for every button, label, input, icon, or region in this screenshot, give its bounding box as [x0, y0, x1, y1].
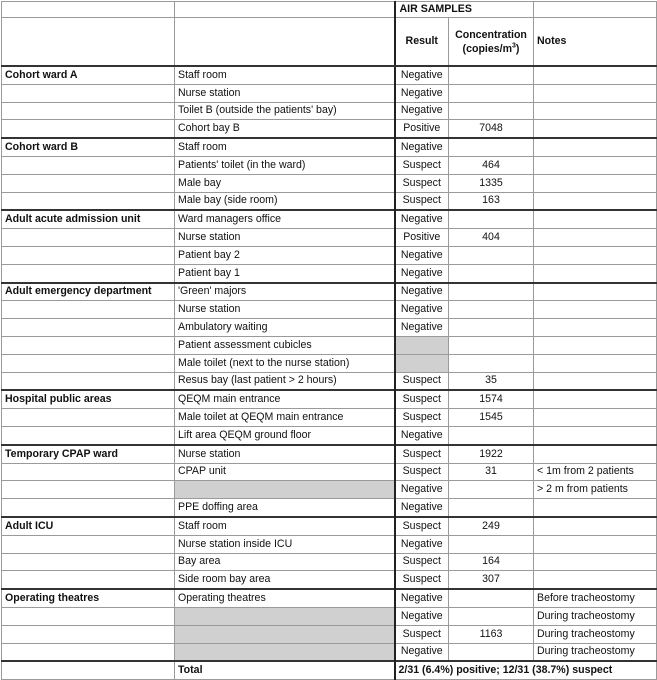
header-row-2 — [2, 18, 657, 67]
concentration-cell — [449, 246, 534, 264]
location-cell: Nurse station — [175, 301, 395, 319]
table-row — [2, 354, 657, 372]
location-cell: Staff room — [175, 138, 395, 156]
table-body — [2, 66, 657, 661]
total-summary: 2/31 (6.4%) positive; 12/31 (38.7%) suspect — [395, 661, 657, 679]
location-cell: Lift area QEQM ground floor — [175, 426, 395, 444]
location-cell: Bay area — [175, 553, 395, 571]
location-cell: Staff room — [175, 66, 395, 84]
table-row — [2, 120, 657, 138]
area-cell: Cohort ward A — [2, 66, 175, 84]
concentration-cell — [449, 481, 534, 499]
result-cell: Negative — [395, 84, 449, 102]
concentration-cell — [449, 84, 534, 102]
area-cell — [2, 102, 175, 120]
area-cell — [2, 120, 175, 138]
notes-cell: During tracheostomy — [534, 643, 657, 661]
result-cell: Negative — [395, 607, 449, 625]
concentration-header-line2: (copies/m — [462, 42, 512, 55]
result-cell: Suspect — [395, 390, 449, 408]
area-cell: Operating theatres — [2, 589, 175, 607]
table-row — [2, 66, 657, 84]
location-cell: Cohort bay B — [175, 120, 395, 138]
result-cell: Negative — [395, 643, 449, 661]
location-cell: Male toilet at QEQM main entrance — [175, 409, 395, 427]
table-row — [2, 463, 657, 481]
concentration-cell: 1335 — [449, 174, 534, 192]
result-cell: Suspect — [395, 625, 449, 643]
notes-cell: During tracheostomy — [534, 607, 657, 625]
location-cell: Nurse station — [175, 445, 395, 463]
notes-cell — [534, 372, 657, 390]
concentration-cell — [449, 426, 534, 444]
location-cell: Resus bay (last patient > 2 hours) — [175, 372, 395, 390]
result-cell: Negative — [395, 426, 449, 444]
area-cell — [2, 643, 175, 661]
result-cell: Negative — [395, 319, 449, 337]
area-cell — [2, 553, 175, 571]
table-row — [2, 84, 657, 102]
table-row — [2, 445, 657, 463]
result-cell: Negative — [395, 138, 449, 156]
notes-cell — [534, 390, 657, 408]
area-cell — [2, 246, 175, 264]
result-cell: Negative — [395, 66, 449, 84]
area-cell — [2, 481, 175, 499]
header-blank-location — [175, 2, 395, 18]
notes-cell — [534, 445, 657, 463]
notes-cell — [534, 192, 657, 210]
location-cell: 'Green' majors — [175, 283, 395, 301]
notes-cell — [534, 102, 657, 120]
area-cell — [2, 84, 175, 102]
concentration-cell — [449, 66, 534, 84]
table-row — [2, 264, 657, 282]
result-cell: Suspect — [395, 192, 449, 210]
concentration-cell: 404 — [449, 229, 534, 247]
location-cell — [175, 643, 395, 661]
location-cell: Operating theatres — [175, 589, 395, 607]
area-cell — [2, 625, 175, 643]
table-row — [2, 301, 657, 319]
table-row — [2, 174, 657, 192]
result-cell: Negative — [395, 264, 449, 282]
notes-cell — [534, 283, 657, 301]
location-cell: Male bay — [175, 174, 395, 192]
result-cell: Negative — [395, 535, 449, 553]
header-blank-location-2 — [175, 18, 395, 67]
area-cell — [2, 174, 175, 192]
location-cell — [175, 481, 395, 499]
notes-cell — [534, 517, 657, 535]
area-cell — [2, 156, 175, 174]
result-column-header: Result — [395, 18, 449, 67]
header-blank-notes — [534, 2, 657, 18]
concentration-cell — [449, 301, 534, 319]
result-cell: Positive — [395, 229, 449, 247]
location-cell: Male bay (side room) — [175, 192, 395, 210]
area-cell — [2, 571, 175, 589]
concentration-cell: 307 — [449, 571, 534, 589]
area-cell — [2, 426, 175, 444]
area-cell — [2, 463, 175, 481]
concentration-cell: 164 — [449, 553, 534, 571]
concentration-cell: 1574 — [449, 390, 534, 408]
result-cell: Suspect — [395, 174, 449, 192]
table-row — [2, 138, 657, 156]
notes-cell — [534, 319, 657, 337]
air-samples-table — [1, 1, 657, 680]
concentration-cell — [449, 283, 534, 301]
total-label: Total — [175, 661, 395, 679]
concentration-cell — [449, 102, 534, 120]
location-cell: Nurse station — [175, 229, 395, 247]
result-cell: Negative — [395, 246, 449, 264]
table-row — [2, 481, 657, 499]
result-cell: Suspect — [395, 517, 449, 535]
concentration-cell: 464 — [449, 156, 534, 174]
concentration-header-close: ) — [515, 42, 520, 55]
area-cell: Hospital public areas — [2, 390, 175, 408]
header-blank-area — [2, 2, 175, 18]
result-cell: Suspect — [395, 445, 449, 463]
concentration-cell: 1545 — [449, 409, 534, 427]
concentration-cell: 1922 — [449, 445, 534, 463]
location-cell: Nurse station inside ICU — [175, 535, 395, 553]
header-blank-area-2 — [2, 18, 175, 67]
area-cell — [2, 229, 175, 247]
location-cell: CPAP unit — [175, 463, 395, 481]
location-cell: QEQM main entrance — [175, 390, 395, 408]
location-cell: Patient bay 1 — [175, 264, 395, 282]
table-row — [2, 229, 657, 247]
result-cell: Negative — [395, 102, 449, 120]
notes-cell — [534, 499, 657, 517]
concentration-cell — [449, 499, 534, 517]
location-cell: Patients' toilet (in the ward) — [175, 156, 395, 174]
result-cell: Suspect — [395, 571, 449, 589]
concentration-header-exponent: 3 — [512, 41, 516, 49]
location-cell: Nurse station — [175, 84, 395, 102]
concentration-cell — [449, 607, 534, 625]
notes-cell — [534, 120, 657, 138]
table-row — [2, 192, 657, 210]
result-cell: Suspect — [395, 553, 449, 571]
result-cell: Suspect — [395, 409, 449, 427]
area-cell — [2, 607, 175, 625]
table-row — [2, 607, 657, 625]
notes-cell — [534, 535, 657, 553]
location-cell: Patient bay 2 — [175, 246, 395, 264]
location-cell: PPE doffing area — [175, 499, 395, 517]
result-cell: Negative — [395, 301, 449, 319]
result-cell: Suspect — [395, 372, 449, 390]
concentration-cell: 31 — [449, 463, 534, 481]
area-cell: Adult ICU — [2, 517, 175, 535]
table-row — [2, 625, 657, 643]
table-row — [2, 517, 657, 535]
table-row — [2, 499, 657, 517]
concentration-cell — [449, 138, 534, 156]
concentration-column-header — [449, 18, 534, 67]
area-cell — [2, 336, 175, 354]
notes-cell — [534, 229, 657, 247]
table-row — [2, 589, 657, 607]
concentration-cell — [449, 264, 534, 282]
notes-cell — [534, 301, 657, 319]
location-cell: Ward managers office — [175, 210, 395, 228]
concentration-cell — [449, 589, 534, 607]
concentration-cell — [449, 643, 534, 661]
notes-cell — [534, 138, 657, 156]
table-row — [2, 246, 657, 264]
table-row — [2, 372, 657, 390]
notes-cell — [534, 156, 657, 174]
area-cell: Adult emergency department — [2, 283, 175, 301]
concentration-header-line1: Concentration — [455, 28, 527, 41]
table-row — [2, 102, 657, 120]
concentration-cell — [449, 535, 534, 553]
concentration-cell: 249 — [449, 517, 534, 535]
area-cell — [2, 409, 175, 427]
area-cell: Temporary CPAP ward — [2, 445, 175, 463]
concentration-cell — [449, 210, 534, 228]
notes-cell: > 2 m from patients — [534, 481, 657, 499]
result-cell: Positive — [395, 120, 449, 138]
location-cell: Staff room — [175, 517, 395, 535]
concentration-cell — [449, 319, 534, 337]
area-cell — [2, 535, 175, 553]
concentration-cell: 1163 — [449, 625, 534, 643]
result-cell: Suspect — [395, 156, 449, 174]
table-row — [2, 535, 657, 553]
result-cell — [395, 354, 449, 372]
result-cell: Negative — [395, 210, 449, 228]
total-row — [2, 661, 657, 679]
table-row — [2, 283, 657, 301]
notes-column-header: Notes — [534, 18, 657, 67]
table-row — [2, 426, 657, 444]
notes-cell — [534, 553, 657, 571]
notes-cell — [534, 336, 657, 354]
area-cell: Adult acute admission unit — [2, 210, 175, 228]
concentration-cell — [449, 354, 534, 372]
notes-cell — [534, 264, 657, 282]
table-row — [2, 643, 657, 661]
air-samples-heading: AIR SAMPLES — [395, 2, 534, 18]
table-row — [2, 156, 657, 174]
concentration-cell: 163 — [449, 192, 534, 210]
area-cell — [2, 354, 175, 372]
total-area-cell — [2, 661, 175, 679]
header-row-1 — [2, 2, 657, 18]
location-cell: Male toilet (next to the nurse station) — [175, 354, 395, 372]
area-cell — [2, 319, 175, 337]
location-cell — [175, 625, 395, 643]
result-cell: Negative — [395, 481, 449, 499]
area-cell: Cohort ward B — [2, 138, 175, 156]
notes-cell — [534, 66, 657, 84]
notes-cell — [534, 174, 657, 192]
notes-cell — [534, 84, 657, 102]
concentration-cell: 7048 — [449, 120, 534, 138]
concentration-cell — [449, 336, 534, 354]
notes-cell — [534, 210, 657, 228]
notes-cell — [534, 571, 657, 589]
notes-cell: < 1m from 2 patients — [534, 463, 657, 481]
table-row — [2, 319, 657, 337]
location-cell — [175, 607, 395, 625]
area-cell — [2, 264, 175, 282]
area-cell — [2, 372, 175, 390]
notes-cell — [534, 426, 657, 444]
result-cell: Negative — [395, 499, 449, 517]
table-row — [2, 210, 657, 228]
result-cell: Negative — [395, 283, 449, 301]
result-cell — [395, 336, 449, 354]
table-row — [2, 571, 657, 589]
table-row — [2, 390, 657, 408]
location-cell: Side room bay area — [175, 571, 395, 589]
location-cell: Toilet B (outside the patients' bay) — [175, 102, 395, 120]
table-row — [2, 336, 657, 354]
location-cell: Patient assessment cubicles — [175, 336, 395, 354]
area-cell — [2, 192, 175, 210]
table-row — [2, 409, 657, 427]
notes-cell: During tracheostomy — [534, 625, 657, 643]
notes-cell — [534, 246, 657, 264]
area-cell — [2, 301, 175, 319]
table-row — [2, 553, 657, 571]
location-cell: Ambulatory waiting — [175, 319, 395, 337]
concentration-cell: 35 — [449, 372, 534, 390]
notes-cell — [534, 409, 657, 427]
result-cell: Suspect — [395, 463, 449, 481]
result-cell: Negative — [395, 589, 449, 607]
notes-cell: Before tracheostomy — [534, 589, 657, 607]
area-cell — [2, 499, 175, 517]
notes-cell — [534, 354, 657, 372]
